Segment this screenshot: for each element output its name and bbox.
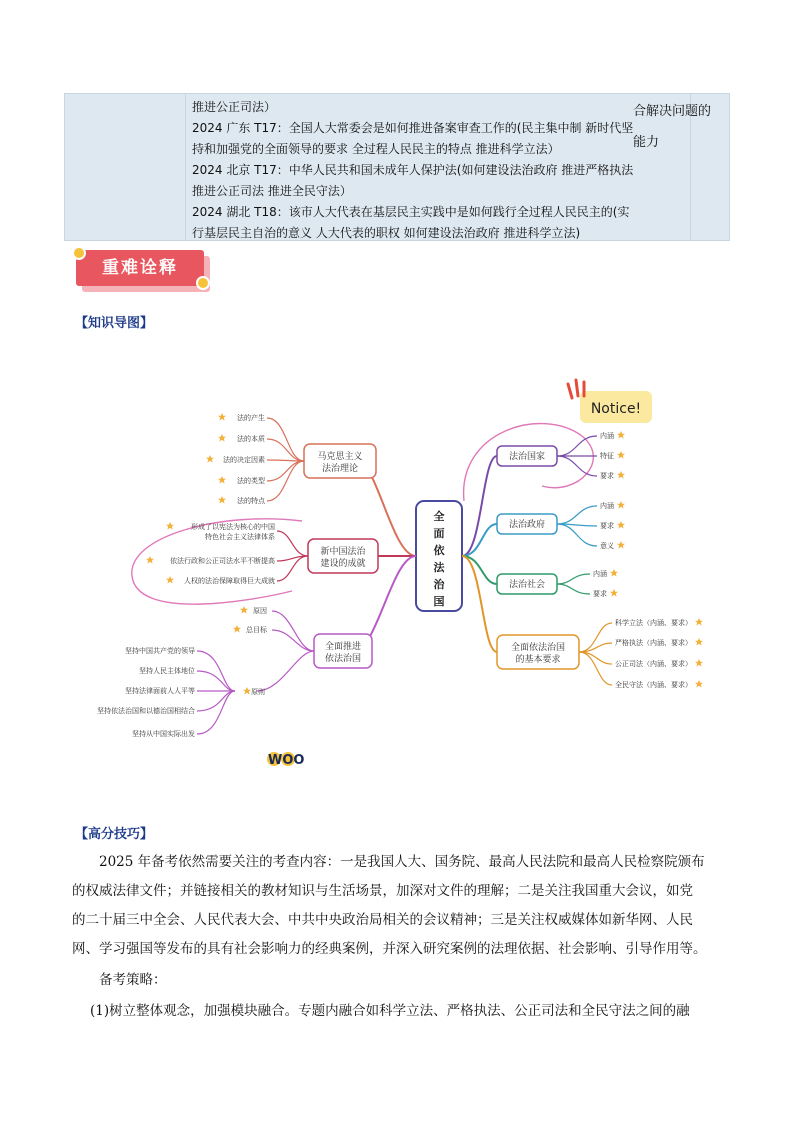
leaf-label: 形成了以宪法为核心的中国 bbox=[191, 523, 275, 531]
leaf-label: 内涵 bbox=[593, 570, 607, 578]
star-icon bbox=[617, 501, 625, 509]
leaf-label: 坚持人民主体地位 bbox=[139, 667, 195, 675]
star-icon bbox=[617, 471, 625, 479]
center-char: 治 bbox=[433, 578, 445, 591]
notice-text: Notice! bbox=[590, 401, 642, 417]
table-line: 2024 湖北 T18：该市人大代表在基层民主实践中是如何践行全过程人民民主的(实 bbox=[192, 205, 630, 219]
star-icon bbox=[610, 589, 618, 597]
table-cell-content bbox=[186, 94, 691, 240]
star-icon bbox=[166, 522, 174, 530]
center-char: 全 bbox=[433, 510, 445, 523]
table-line: 行基层民主自治的意义 人大代表的职权 如何建设法治政府 推进科学立法) bbox=[192, 226, 581, 240]
woo-logo bbox=[267, 752, 304, 768]
section-banner bbox=[76, 250, 216, 294]
center-char: 依 bbox=[433, 544, 445, 557]
leaf-label: 特色社会主义法律体系 bbox=[205, 533, 275, 541]
banner-dot-icon bbox=[72, 246, 86, 260]
branch-label: 法治社会 bbox=[508, 580, 546, 590]
tips-section-label: 【高分技巧】 bbox=[75, 827, 154, 842]
table-line: 推进公正司法） bbox=[192, 100, 277, 114]
leaf-label: 要求 bbox=[600, 472, 614, 480]
branch-label: 法治理论 bbox=[321, 464, 359, 474]
table-line: 2024 广东 T17：全国人大常委会是如何推进备案审查工作的(民主集中制 新时代坚 bbox=[192, 121, 634, 135]
paragraph-line: 的权威法律文件；并链接相关的教材知识与生活场景，加深对文件的理解；二是关注我国重大会议，如党 bbox=[72, 883, 693, 899]
star-icon bbox=[166, 576, 174, 584]
banner-title: 重难诠释 bbox=[76, 250, 204, 286]
leaf-label: 公正司法（内涵、要求） bbox=[615, 660, 692, 668]
leaf-label: 坚持法律面前人人平等 bbox=[125, 687, 195, 695]
banner-dot-icon bbox=[196, 276, 210, 290]
table-side-line: 能力 bbox=[633, 135, 660, 150]
branch-label: 法治政府 bbox=[508, 520, 546, 530]
leaf-label: 总目标 bbox=[246, 626, 267, 634]
leaf-label: 人权的法治保障取得巨大成就 bbox=[184, 577, 275, 585]
leaf-label: 意义 bbox=[600, 542, 614, 550]
branch-label: 依法治国 bbox=[324, 654, 362, 664]
star-icon bbox=[218, 496, 226, 504]
leaf-label: 内涵 bbox=[600, 502, 614, 510]
center-char: 国 bbox=[433, 595, 445, 608]
branch-label: 马克思主义 bbox=[317, 452, 363, 462]
leaf-label: 要求 bbox=[600, 522, 614, 530]
star-icon bbox=[617, 431, 625, 439]
star-icon bbox=[206, 455, 214, 463]
star-icon bbox=[240, 606, 248, 614]
star-icon bbox=[610, 569, 618, 577]
leaf-label: 内涵 bbox=[600, 432, 614, 440]
center-char: 法 bbox=[433, 561, 445, 574]
leaf-label: 坚持从中国实际出发 bbox=[132, 730, 195, 738]
leaf-label: 坚持中国共产党的领导 bbox=[125, 647, 195, 655]
paragraph-line: 网、学习强国等发布的具有社会影响力的经典案例，并深入研究案例的法理依据、社会影响、引导作用等。 bbox=[72, 941, 707, 957]
leaf-label: 依法行政和公正司法水平不断提高 bbox=[170, 557, 275, 565]
leaf-label: 坚持依法治国和以德治国相结合 bbox=[97, 707, 195, 715]
star-icon bbox=[617, 451, 625, 459]
leaf-label: 特征 bbox=[600, 452, 614, 460]
notice-sticker bbox=[568, 380, 652, 423]
leaf-label: 全民守法（内涵、要求） bbox=[615, 681, 692, 689]
star-icon bbox=[617, 541, 625, 549]
table-line: 持和加强党的全面领导的要求 全过程人民民主的特点 推进科学立法） bbox=[192, 142, 560, 156]
star-icon bbox=[695, 638, 703, 646]
leaf-label: 科学立法（内涵、要求） bbox=[615, 619, 692, 627]
table-side-line: 合解决问题的 bbox=[633, 104, 712, 119]
star-icon bbox=[617, 521, 625, 529]
mindmap-section-label: 【知识导图】 bbox=[75, 316, 154, 331]
branch-label: 法治国家 bbox=[508, 452, 546, 462]
branch-label: 的基本要求 bbox=[515, 655, 561, 665]
star-icon bbox=[218, 413, 226, 421]
star-icon bbox=[233, 625, 241, 633]
paragraph-line: 2025 年备考依然需要关注的考查内容：一是我国人大、国务院、最高人民法院和最高人民检察院颁布 bbox=[99, 854, 705, 870]
star-icon bbox=[243, 687, 251, 695]
info-table bbox=[64, 93, 730, 241]
leaf-label: 法的决定因素 bbox=[223, 456, 265, 464]
logo-text: WOO bbox=[268, 753, 305, 768]
leaf-label: 法的本质 bbox=[237, 435, 265, 443]
paragraph-line: 的二十届三中全会、人民代表大会、中共中央政治局相关的会议精神；三是关注权威媒体如新华网、人民 bbox=[72, 912, 693, 928]
mindmap bbox=[72, 336, 739, 806]
strategy-point: (1)树立整体观念，加强模块融合。专题内融合如科学立法、严格执法、公正司法和全民守法之间的融 bbox=[90, 1003, 690, 1019]
branch-label: 全面依法治国 bbox=[510, 643, 566, 653]
table-line: 推进公正司法 推进全民守法） bbox=[192, 184, 352, 198]
leaf-label: 法的类型 bbox=[237, 477, 265, 485]
tips-paragraph bbox=[72, 848, 732, 877]
star-icon bbox=[146, 556, 154, 564]
branch-label: 新中国法治 bbox=[320, 547, 366, 557]
table-cell-empty bbox=[65, 94, 186, 240]
leaf-label: 原则 bbox=[251, 688, 265, 696]
leaf-label: 原因 bbox=[253, 607, 267, 615]
leaf-label: 法的特点 bbox=[237, 497, 265, 505]
star-icon bbox=[218, 476, 226, 484]
leaf-label: 严格执法（内涵、要求） bbox=[615, 639, 692, 647]
table-line: 2024 北京 T17：中华人民共和国未成年人保护法(如何建设法治政府 推进严格执法 bbox=[192, 163, 634, 177]
center-char: 面 bbox=[433, 527, 445, 540]
strategy-heading: 备考策略： bbox=[99, 972, 167, 988]
leaf-label: 法的产生 bbox=[237, 414, 265, 422]
star-icon bbox=[695, 659, 703, 667]
star-icon bbox=[218, 434, 226, 442]
branch-label: 全面推进 bbox=[324, 642, 362, 652]
branch-label: 建设的成就 bbox=[320, 559, 366, 569]
leaf-label: 要求 bbox=[593, 590, 607, 598]
star-icon bbox=[695, 680, 703, 688]
star-icon bbox=[695, 618, 703, 626]
